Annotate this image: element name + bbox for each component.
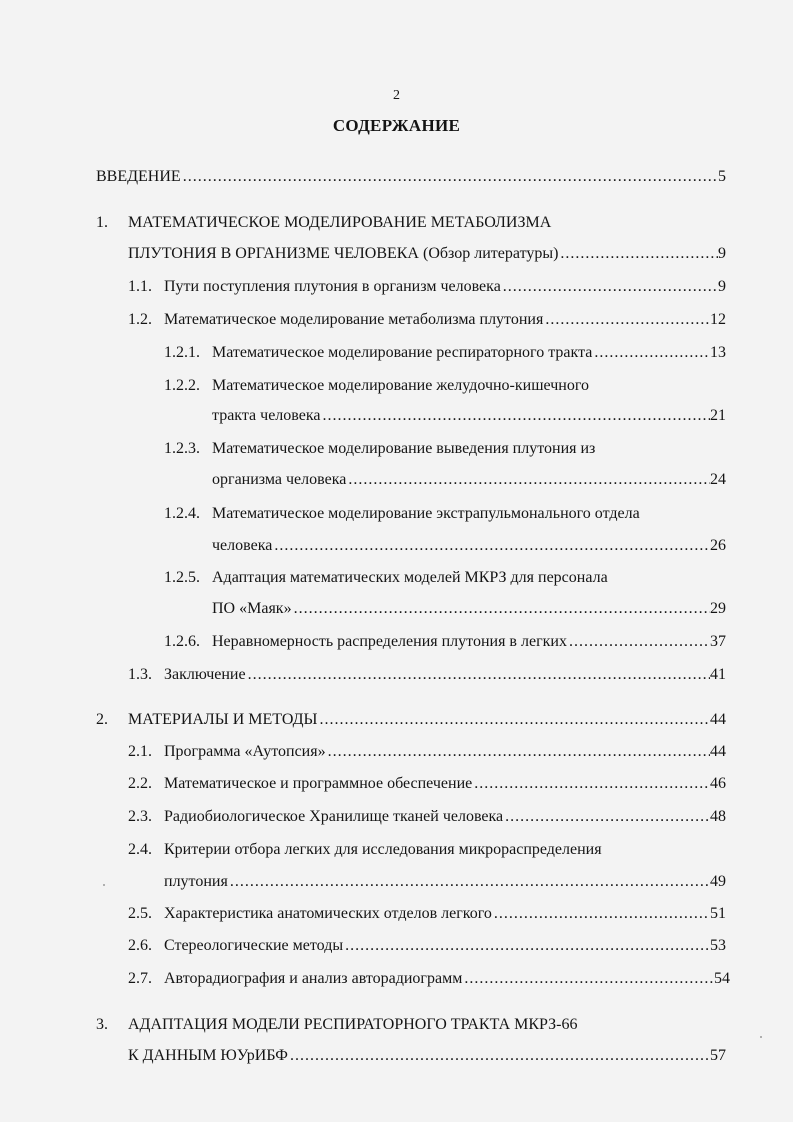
toc-entry-1-3[interactable] — [128, 664, 726, 686]
toc-entry-number: 2.6. — [128, 937, 152, 954]
toc-entry-page: 13 — [710, 344, 726, 361]
toc-entry-number: 1.2.1. — [164, 344, 200, 361]
leader-dots — [181, 166, 718, 188]
leader-dots — [472, 773, 710, 795]
toc-entry-2-2[interactable] — [128, 773, 726, 795]
toc-entry-number: 1.2. — [128, 311, 152, 328]
toc-entry-text: Математическое моделирование респираторного тракта — [212, 344, 593, 361]
leader-dots — [462, 968, 714, 990]
toc-entry-text: Математическое и программное обеспечение — [164, 775, 473, 792]
toc-entry-number: 2.3. — [128, 808, 152, 825]
toc-entry-number: 1.2.2. — [164, 377, 200, 394]
toc-entry-chapter-2[interactable] — [96, 709, 726, 731]
toc-entry-number: 1.2.5. — [164, 569, 200, 586]
toc-entry-page: 48 — [710, 808, 726, 825]
toc-entry-page: 44 — [710, 743, 726, 760]
toc-entry-page: 51 — [710, 905, 726, 922]
toc-entry-text: ВВЕДЕНИЕ — [96, 168, 181, 185]
toc-entry-page: 21 — [710, 407, 726, 424]
leader-dots — [543, 309, 710, 331]
toc-entry-1-2-3-cont[interactable] — [212, 469, 726, 491]
toc-entry-number: 2.7. — [128, 970, 152, 987]
toc-entry-text: Математическое моделирование желудочно-кишечного — [212, 377, 590, 394]
toc-entry-2-6[interactable] — [128, 935, 726, 957]
toc-entry-number: 2.2. — [128, 775, 152, 792]
toc-entry-page: 12 — [710, 311, 726, 328]
toc-entry-text: Критерии отбора легких для исследования микрораспределения — [164, 841, 602, 858]
toc-entry-text: ПЛУТОНИЯ В ОРГАНИЗМЕ ЧЕЛОВЕКА (Обзор литературы) — [128, 245, 559, 262]
toc-entry-number: 1.3. — [128, 666, 152, 683]
toc-entry-text: ПО «Маяк» — [212, 600, 292, 617]
toc-entry-number: 1.1. — [128, 278, 152, 295]
toc-entry-text: Программа «Аутопсия» — [164, 743, 326, 760]
toc-entry-1-2-6[interactable] — [164, 631, 726, 653]
toc-entry-page: 53 — [710, 937, 726, 954]
toc-entry-1-2-5[interactable] — [164, 567, 726, 589]
leader-dots — [292, 598, 710, 620]
toc-entry-number: 3. — [96, 1016, 108, 1033]
toc-entry-1-2-2[interactable] — [164, 375, 726, 397]
toc-entry-page: 44 — [710, 711, 726, 728]
toc-entry-chapter-3[interactable] — [96, 1014, 726, 1036]
toc-entry-number: 2. — [96, 711, 108, 728]
toc-entry-text: МАТЕМАТИЧЕСКОЕ МОДЕЛИРОВАНИЕ МЕТАБОЛИЗМА — [128, 214, 552, 231]
toc-entry-text: организма человека — [212, 471, 347, 488]
toc-entry-text: плутония — [164, 873, 228, 890]
toc-entry-page: 9 — [718, 278, 726, 295]
toc-entry-number: 1. — [96, 214, 108, 231]
leader-dots — [492, 903, 710, 925]
toc-entry-2-7[interactable] — [128, 968, 730, 990]
toc-entry-1-2-5-cont[interactable] — [212, 598, 726, 620]
toc-entry-number: 2.4. — [128, 841, 152, 858]
toc-entry-text: Адаптация математических моделей МКРЗ для персонала — [212, 569, 608, 586]
toc-entry-text: Характеристика анатомических отделов легкого — [164, 905, 492, 922]
leader-dots — [317, 709, 710, 731]
leader-dots — [346, 469, 710, 491]
toc-entry-number: 1.2.3. — [164, 440, 200, 457]
toc-entry-introduction[interactable] — [96, 166, 726, 188]
toc-entry-2-4-cont[interactable] — [164, 871, 726, 893]
toc-entry-2-5[interactable] — [128, 903, 726, 925]
toc-entry-1-2-4-cont[interactable] — [212, 535, 726, 557]
toc-entry-1-2[interactable] — [128, 309, 726, 331]
toc-entry-page: 9 — [718, 245, 726, 262]
toc-entry-1-2-4[interactable] — [164, 503, 726, 525]
toc-entry-page: 57 — [710, 1047, 726, 1064]
toc-entry-page: 49 — [710, 873, 726, 890]
leader-dots — [228, 871, 710, 893]
toc-entry-1-1[interactable] — [128, 276, 726, 298]
toc-entry-text: Неравномерность распределения плутония в легких — [212, 633, 567, 650]
page-title: СОДЕРЖАНИЕ — [332, 116, 461, 135]
toc-entry-chapter-1[interactable] — [96, 212, 726, 234]
toc-entry-page: 26 — [710, 537, 726, 554]
toc-entry-text: тракта человека — [212, 407, 321, 424]
toc-entry-text: Пути поступления плутония в организм человека — [164, 278, 501, 295]
leader-dots — [246, 664, 710, 686]
leader-dots — [503, 806, 710, 828]
toc-entry-page: 29 — [710, 600, 726, 617]
toc-entry-1-2-3[interactable] — [164, 438, 726, 460]
toc-entry-number: 2.1. — [128, 743, 152, 760]
toc-entry-text: Математическое моделирование выведения плутония из — [212, 440, 596, 457]
toc-entry-text: Стереологические методы — [164, 937, 344, 954]
toc-entry-2-3[interactable] — [128, 806, 726, 828]
leader-dots — [288, 1045, 710, 1067]
toc-entry-chapter-1-cont[interactable] — [128, 243, 726, 265]
toc-entry-text: человека — [212, 537, 273, 554]
leader-dots — [501, 276, 718, 298]
toc-entry-chapter-3-cont[interactable] — [128, 1045, 726, 1067]
toc-entry-1-2-2-cont[interactable] — [212, 405, 726, 427]
leader-dots — [592, 342, 710, 364]
toc-entry-page: 54 — [714, 970, 730, 987]
leader-dots — [320, 405, 710, 427]
toc-entry-text: Математическое моделирование метаболизма плутония — [164, 311, 544, 328]
toc-entry-page: 37 — [710, 633, 726, 650]
toc-entry-text: Заключение — [164, 666, 246, 683]
toc-entry-page: 41 — [710, 666, 726, 683]
leader-dots — [326, 741, 710, 763]
toc-entry-text: Радиобиологическое Хранилище тканей человека — [164, 808, 504, 825]
toc-entry-page: 5 — [718, 168, 726, 185]
leader-dots — [343, 935, 710, 957]
scan-speck — [760, 1036, 762, 1038]
page-number: 2 — [393, 88, 400, 103]
leader-dots — [567, 631, 710, 653]
toc-entry-2-4[interactable] — [128, 839, 726, 861]
toc-entry-1-2-1[interactable] — [164, 342, 726, 364]
scan-speck — [103, 884, 105, 886]
toc-entry-page: 24 — [710, 471, 726, 488]
toc-entry-page: 46 — [710, 775, 726, 792]
toc-entry-text: МАТЕРИАЛЫ И МЕТОДЫ — [128, 711, 318, 728]
toc-entry-text: АДАПТАЦИЯ МОДЕЛИ РЕСПИРАТОРНОГО ТРАКТА МКРЗ-66 — [128, 1016, 578, 1033]
toc-entry-number: 1.2.6. — [164, 633, 200, 650]
leader-dots — [272, 535, 710, 557]
toc-entry-number: 1.2.4. — [164, 505, 200, 522]
leader-dots — [558, 243, 718, 265]
toc-entry-text: Авторадиография и анализ авторадиограмм — [164, 970, 463, 987]
toc-entry-2-1[interactable] — [128, 741, 726, 763]
toc-entry-text: К ДАННЫМ ЮУрИБФ — [128, 1047, 288, 1064]
toc-entry-text: Математическое моделирование экстрапульмонального отдела — [212, 505, 640, 522]
toc-entry-number: 2.5. — [128, 905, 152, 922]
